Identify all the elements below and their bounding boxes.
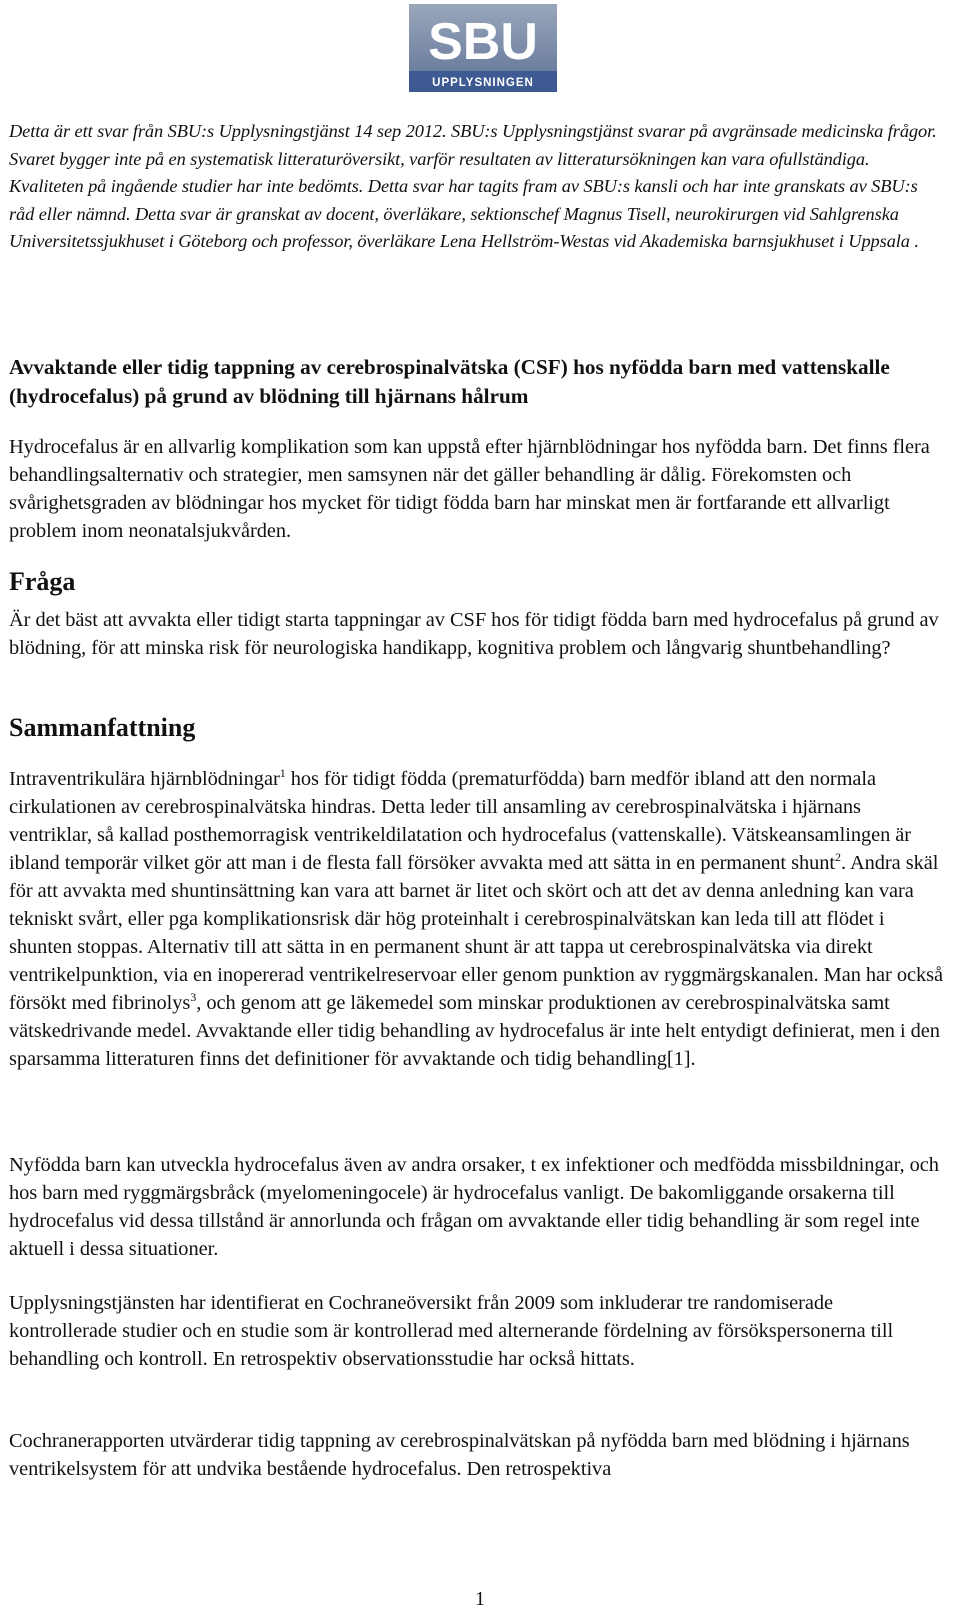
document-title: Avvaktande eller tidig tappning av cerebrospinalvätska (CSF) hos nyfödda barn med vattenskalle (hydrocefalus) på grund av blödning till hjärnans hålrum: [9, 355, 890, 408]
reference-2: 2: [835, 850, 841, 864]
summary-paragraph-1: Intraventrikulära hjärnblödningar$^1$ hos för tidigt födda (prematurfödda) barn medför ibland att den normala cirkulationen av cerebrospinalvätska hindras. Detta leder till ansamling av cerebrospinalvätska i hjärnans ventriklar, så kallad posthemorragisk ventrikeldilatation och hydrocefalus (vattenskalle). Vätskeansamlingen är ibland temporär vilket gör att man i de flesta fall försöker avvakta med att sätta in en permanent shunt$^2$. Andra skäl för att avvakta med shuntinsättning kan vara att barnet är litet och skört och att det av denna anledning kan vara tekniskt svårt, eller pga komplikationsrisk där hög proteinhalt i cerebrospinalvätskan kan leda till att flödet i shunten stoppas. Alternativ till att sätta in en permanent shunt är att tappa ut cerebrospinalvätska via direkt ventrikelpunktion, via en inopererad ventrikelreservoar eller genom punktion av ryggmärgskanalen. Man har också försökt med fibrinolys$^3$, och genom att ge läkemedel som minskar produktionen av cerebrospinalvätska samt vätskedrivande medel. Avvaktande eller tidig behandling av hydrocefalus är inte helt entydigt definierat, men i den sparsamma litteraturen finns det definitioner för avvaktande och tidig behandling[1].: [9, 766, 943, 1070]
logo-subtitle: UPPLYSNINGEN: [432, 77, 534, 89]
question-text: Är det bäst att avvakta eller tidigt starta tappningar av CSF hos för tidigt födda barn med hydrocefalus på grund av blödning, för att minska risk för neurologiska handikapp, kognitiva problem och långvarig shuntbehandling?: [9, 609, 939, 659]
page-number: 1: [475, 1588, 485, 1610]
summary-paragraph-4: Cochranerapporten utvärderar tidig tappning av cerebrospinalvätskan på nyfödda barn med blödning i hjärnans ventrikelsystem för att undvika bestående hydrocefalus. Den retrospektiva: [9, 1430, 910, 1480]
summary-paragraph-2: Nyfödda barn kan utveckla hydrocefalus även av andra orsaker, t ex infektioner och medfödda missbildningar, och hos barn med ryggmärgsbråck (myelomeningocele) är hydrocefalus vanligt. De bakomliggande orsakerna till hydrocefalus vid dessa tillstånd är annorlunda och frågan om avvaktande eller tidig behandling är som regel inte aktuell i dessa situationer.: [9, 1154, 939, 1260]
sbu-upplysningen-logo: [409, 4, 557, 92]
question-heading: Fråga: [9, 567, 76, 596]
reference-1: 1: [279, 766, 286, 780]
intro-disclaimer: Detta är ett svar från SBU:s Upplysningstjänst 14 sep 2012. SBU:s Upplysningstjänst svarar på avgränsade medicinska frågor. Svaret bygger inte på en systematisk litteraturöversikt, varför resultaten av litteratursökningen kan vara ofullständiga. Kvaliteten på ingående studier har inte bedömts. Detta svar har tagits fram av SBU:s kansli och har inte granskats av SBU:s råd eller nämnd. Detta svar är granskat av docent, överläkare, sektionschef Magnus Tisell, neurokirurgen vid Sahlgrenska Universitetssjukhuset i Göteborg och professor, överläkare Lena Hellström-Westas vid Akademiska barnsjukhuset i Uppsala .: [9, 121, 937, 252]
summary-heading: Sammanfattning: [9, 713, 196, 742]
summary-paragraph-3: Upplysningstjänsten har identifierat en Cochraneöversikt från 2009 som inkluderar tre randomiserade kontrollerade studier och en studie som är kontrollerad med alternerande fördelning av försökspersonerna till behandling och kontroll. En retrospektiv observationsstudie har också hittats.: [9, 1292, 894, 1370]
reference-3: 3: [190, 990, 197, 1004]
background-paragraph: Hydrocefalus är en allvarlig komplikation som kan uppstå efter hjärnblödningar hos nyfödda barn. Det finns flera behandlingsalternativ och strategier, men samsynen när det gäller behandling är dålig. Förekomsten och svårighetsgraden av blödningar hos mycket för tidigt födda barn har minskat men är fortfarande ett allvarligt problem inom neonatalsjukvården.: [9, 436, 930, 542]
logo-name: SBU: [428, 13, 538, 71]
